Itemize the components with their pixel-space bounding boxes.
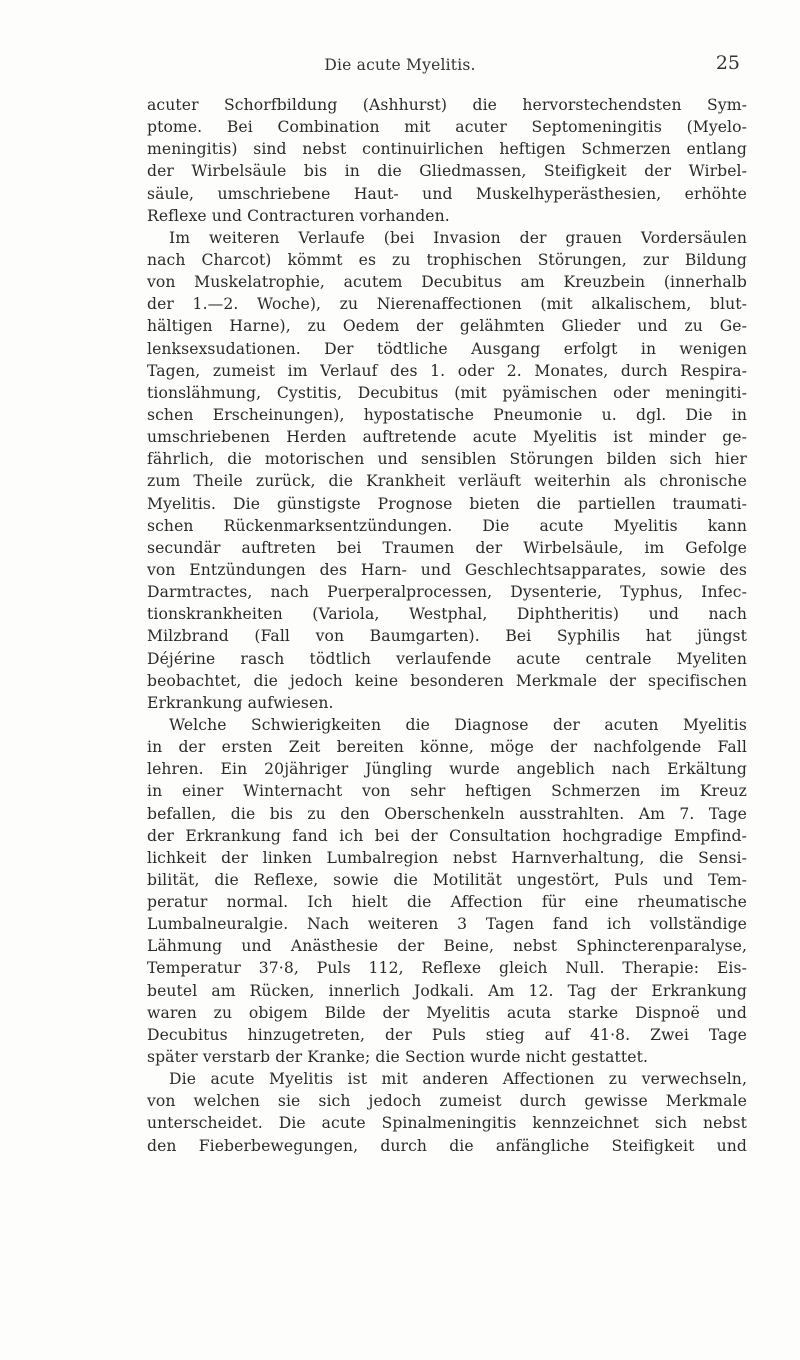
text-line: Reflexe und Contracturen vorhanden. (147, 206, 450, 225)
text-line: den Fieberbewegungen, durch die anfängliche Steifigkeit und (147, 1136, 747, 1155)
text-line: in einer Winternacht von sehr heftigen Schmerzen im Kreuz (147, 782, 747, 801)
text-line: lenksexsudationen. Der tödtliche Ausgang erfolgt in wenigen (147, 339, 747, 358)
text-line: befallen, die bis zu den Oberschenkeln ausstrahlten. Am 7. Tage (147, 804, 747, 823)
text-line: nach Charcot) kömmt es zu trophischen Störungen, zur Bildung (147, 250, 747, 269)
text-line: bilität, die Reflexe, sowie die Motilität ungestört, Puls und Tem- (147, 870, 747, 889)
text-line: hältigen Harne), zu Oedem der gelähmten Glieder und zu Ge- (147, 317, 747, 336)
text-line: secundär auftreten bei Traumen der Wirbelsäule, im Gefolge (147, 538, 747, 557)
text-line: Decubitus hinzugetreten, der Puls stieg auf 41·8. Zwei Tage (147, 1025, 747, 1044)
text-line: säule, umschriebene Haut- und Muskelhyperästhesien, erhöhte (147, 184, 747, 203)
text-line: lichkeit der linken Lumbalregion nebst Harnverhaltung, die Sensi- (147, 848, 747, 867)
text-line: Milzbrand (Fall von Baumgarten). Bei Syphilis hat jüngst (147, 627, 747, 646)
text-line: Myelitis. Die günstigste Prognose bieten die partiellen traumati- (147, 494, 747, 513)
text-line: Im weiteren Verlaufe (bei Invasion der grauen Vordersäulen (169, 228, 747, 247)
text-line: tionslähmung, Cystitis, Decubitus (mit pyämischen oder meningiti- (147, 383, 747, 402)
text-line: acuter Schorfbildung (Ashhurst) die hervorstechendsten Sym- (147, 96, 747, 114)
text-line: Lumbalneuralgie. Nach weiteren 3 Tagen fand ich vollständige (147, 915, 747, 934)
text-line: der Erkrankung fand ich bei der Consultation hochgradige Empfind- (147, 826, 747, 845)
text-line: tionskrankheiten (Variola, Westphal, Diphtheritis) und nach (147, 605, 747, 624)
text-line: Erkrankung aufwiesen. (147, 693, 334, 712)
text-line: von welchen sie sich jedoch zumeist durch gewisse Merkmale (147, 1092, 747, 1111)
text-line: peratur normal. Ich hielt die Affection für eine rheumatische (147, 893, 747, 912)
text-line: schen Rückenmarksentzündungen. Die acute Myelitis kann (147, 516, 747, 535)
text-line: ptome. Bei Combination mit acuter Septomeningitis (Myelo- (147, 118, 747, 137)
text-line: beobachtet, die jedoch keine besonderen Merkmale der specifischen (147, 671, 747, 690)
text-line: Welche Schwierigkeiten die Diagnose der acuten Myelitis (169, 715, 747, 734)
text-line: Tagen, zumeist im Verlauf des 1. oder 2. Monates, durch Respira- (147, 361, 747, 380)
body-text (147, 94, 747, 1157)
text-line: von Entzündungen des Harn- und Geschlechtsapparates, sowie des (147, 560, 747, 579)
page-number: 25 (715, 52, 740, 74)
text-line: lehren. Ein 20jähriger Jüngling wurde angeblich nach Erkältung (147, 760, 747, 779)
text-line: Temperatur 37·8, Puls 112, Reflexe gleich Null. Therapie: Eis- (147, 959, 747, 978)
text-line: waren zu obigem Bilde der Myelitis acuta starke Dispnoë und (147, 1003, 747, 1022)
text-line: Lähmung und Anästhesie der Beine, nebst Sphincterenparalyse, (147, 937, 747, 956)
text-line: Die acute Myelitis ist mit anderen Affectionen zu verwechseln, (169, 1070, 747, 1089)
text-line: schen Erscheinungen), hypostatische Pneumonie u. dgl. Die in (147, 405, 747, 424)
text-line: zum Theile zurück, die Krankheit verläuft weiterhin als chronische (147, 472, 747, 491)
text-line: von Muskelatrophie, acutem Decubitus am Kreuzbein (innerhalb (147, 273, 747, 292)
text-line: später verstarb der Kranke; die Section wurde nicht gestattet. (147, 1048, 649, 1067)
running-head: Die acute Myelitis. (324, 56, 476, 74)
text-line: umschriebenen Herden auftretende acute Myelitis ist minder ge- (147, 428, 747, 447)
text-line: Darmtractes, nach Puerperalprocessen, Dysenterie, Typhus, Infec- (147, 583, 747, 602)
text-line: beutel am Rücken, innerlich Jodkali. Am 12. Tag der Erkrankung (147, 981, 747, 1000)
text-line: fährlich, die motorischen und sensiblen Störungen bilden sich hier (147, 450, 747, 469)
text-line: der 1.—2. Woche), zu Nierenaffectionen (mit alkalischem, blut- (147, 295, 747, 314)
text-line: in der ersten Zeit bereiten könne, möge der nachfolgende Fall (147, 738, 747, 757)
text-line: Déjérine rasch tödtlich verlaufende acute centrale Myeliten (147, 649, 747, 668)
text-line: der Wirbelsäule bis in die Gliedmassen, Steifigkeit der Wirbel- (147, 162, 747, 181)
text-line: unterscheidet. Die acute Spinalmeningitis kennzeichnet sich nebst (147, 1114, 747, 1133)
text-line: meningitis) sind nebst continuirlichen heftigen Schmerzen entlang (147, 140, 747, 159)
